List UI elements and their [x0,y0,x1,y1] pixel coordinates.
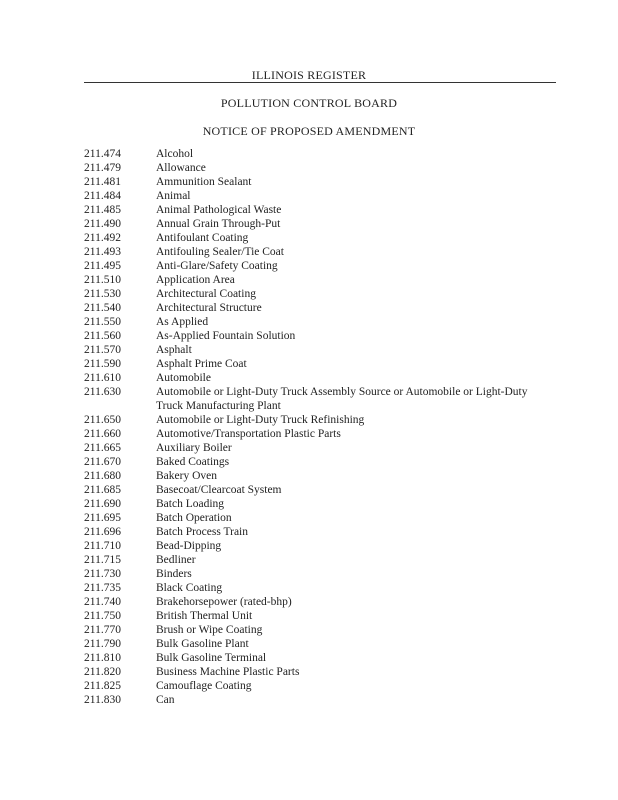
list-item [0,329,618,343]
list-item [0,189,618,203]
section-number: 211.696 [84,526,121,538]
section-term: As Applied [156,316,209,328]
section-term: Auxiliary Boiler [156,442,232,454]
list-item [0,693,618,707]
list-item [0,245,618,259]
section-number: 211.710 [84,540,121,552]
section-term: Black Coating [156,582,223,594]
list-item [0,203,618,217]
list-item [0,623,618,637]
section-number: 211.474 [84,148,121,160]
section-number: 211.650 [84,414,121,426]
section-number: 211.670 [84,456,121,468]
list-item [0,385,618,413]
section-term: Animal Pathological Waste [156,204,282,216]
section-term: Can [156,694,175,706]
list-item [0,287,618,301]
list-item [0,665,618,679]
section-term: Bead-Dipping [156,540,222,552]
register-header: ILLINOIS REGISTER [251,68,367,82]
list-item [0,161,618,175]
section-number: 211.820 [84,666,121,678]
section-term: Ammunition Sealant [156,176,252,188]
list-item [0,511,618,525]
section-term: Architectural Structure [156,302,262,314]
section-number: 211.715 [84,554,121,566]
section-number: 211.560 [84,330,121,342]
section-term: Annual Grain Through-Put [156,218,281,230]
section-term: British Thermal Unit [156,610,253,622]
section-number: 211.690 [84,498,121,510]
section-number: 211.830 [84,694,121,706]
list-item [0,343,618,357]
list-item [0,371,618,385]
section-number: 211.484 [84,190,121,202]
section-number: 211.490 [84,218,121,230]
list-item [0,581,618,595]
section-number: 211.825 [84,680,121,692]
section-number: 211.493 [84,246,121,258]
section-number: 211.770 [84,624,121,636]
section-number: 211.550 [84,316,121,328]
list-item [0,175,618,189]
section-number: 211.481 [84,176,121,188]
header-rule [84,82,556,83]
section-term: Brush or Wipe Coating [156,624,263,636]
section-number: 211.695 [84,512,121,524]
list-item [0,553,618,567]
list-item [0,273,618,287]
section-term: Architectural Coating [156,288,256,300]
section-term: Animal [156,190,191,202]
section-term: Bedliner [156,554,196,566]
section-term: Binders [156,568,192,580]
section-term: As-Applied Fountain Solution [156,330,296,342]
section-number: 211.750 [84,610,121,622]
section-number: 211.510 [84,274,121,286]
section-term: Allowance [156,162,206,174]
list-item [0,357,618,371]
section-term: Automobile [156,372,211,384]
list-item [0,455,618,469]
section-number: 211.590 [84,358,121,370]
section-term: Antifouling Sealer/Tie Coat [156,246,284,258]
section-term: Automobile or Light-Duty Truck Assembly Source or Automobile or Light-Duty Truck Manufacturing Plant [156,386,528,412]
section-number: 211.680 [84,470,121,482]
list-item [0,315,618,329]
list-item [0,217,618,231]
section-term: Bulk Gasoline Plant [156,638,249,650]
section-number: 211.730 [84,568,121,580]
list-item [0,427,618,441]
list-item [0,497,618,511]
section-number: 211.540 [84,302,121,314]
list-item [0,637,618,651]
notice-title: NOTICE OF PROPOSED AMENDMENT [202,124,416,138]
section-number: 211.530 [84,288,121,300]
section-number: 211.660 [84,428,121,440]
section-term: Asphalt Prime Coat [156,358,247,370]
list-item [0,651,618,665]
list-item [0,441,618,455]
list-item [0,483,618,497]
list-item [0,259,618,273]
section-term: Batch Operation [156,512,232,524]
section-number: 211.665 [84,442,121,454]
section-term: Asphalt [156,344,192,356]
section-number: 211.735 [84,582,121,594]
section-term: Business Machine Plastic Parts [156,666,300,678]
section-number: 211.810 [84,652,121,664]
list-item [0,539,618,553]
list-item [0,301,618,315]
section-term: Bakery Oven [156,470,217,482]
section-number: 211.492 [84,232,121,244]
agency-title: POLLUTION CONTROL BOARD [220,96,398,110]
section-number: 211.610 [84,372,121,384]
section-term: Batch Loading [156,498,225,510]
section-term: Automobile or Light-Duty Truck Refinishing [156,414,365,426]
list-item [0,595,618,609]
section-term: Basecoat/Clearcoat System [156,484,282,496]
list-item [0,147,618,161]
list-item [0,413,618,427]
section-number: 211.570 [84,344,121,356]
section-term: Antifoulant Coating [156,232,249,244]
section-term: Anti-Glare/Safety Coating [156,260,278,272]
section-number: 211.790 [84,638,121,650]
section-number: 211.485 [84,204,121,216]
section-term: Application Area [156,274,235,286]
section-number: 211.479 [84,162,121,174]
list-item [0,469,618,483]
list-item [0,525,618,539]
list-item [0,609,618,623]
section-list [0,147,618,707]
section-number: 211.685 [84,484,121,496]
section-term: Alcohol [156,148,194,160]
section-term: Brakehorsepower (rated-bhp) [156,596,292,608]
section-number: 211.630 [84,386,121,398]
section-term: Bulk Gasoline Terminal [156,652,267,664]
section-term: Camouflage Coating [156,680,252,692]
list-item [0,679,618,693]
section-term: Batch Process Train [156,526,248,538]
section-number: 211.740 [84,596,121,608]
section-term: Baked Coatings [156,456,230,468]
section-number: 211.495 [84,260,121,272]
section-term: Automotive/Transportation Plastic Parts [156,428,341,440]
list-item [0,231,618,245]
list-item [0,567,618,581]
